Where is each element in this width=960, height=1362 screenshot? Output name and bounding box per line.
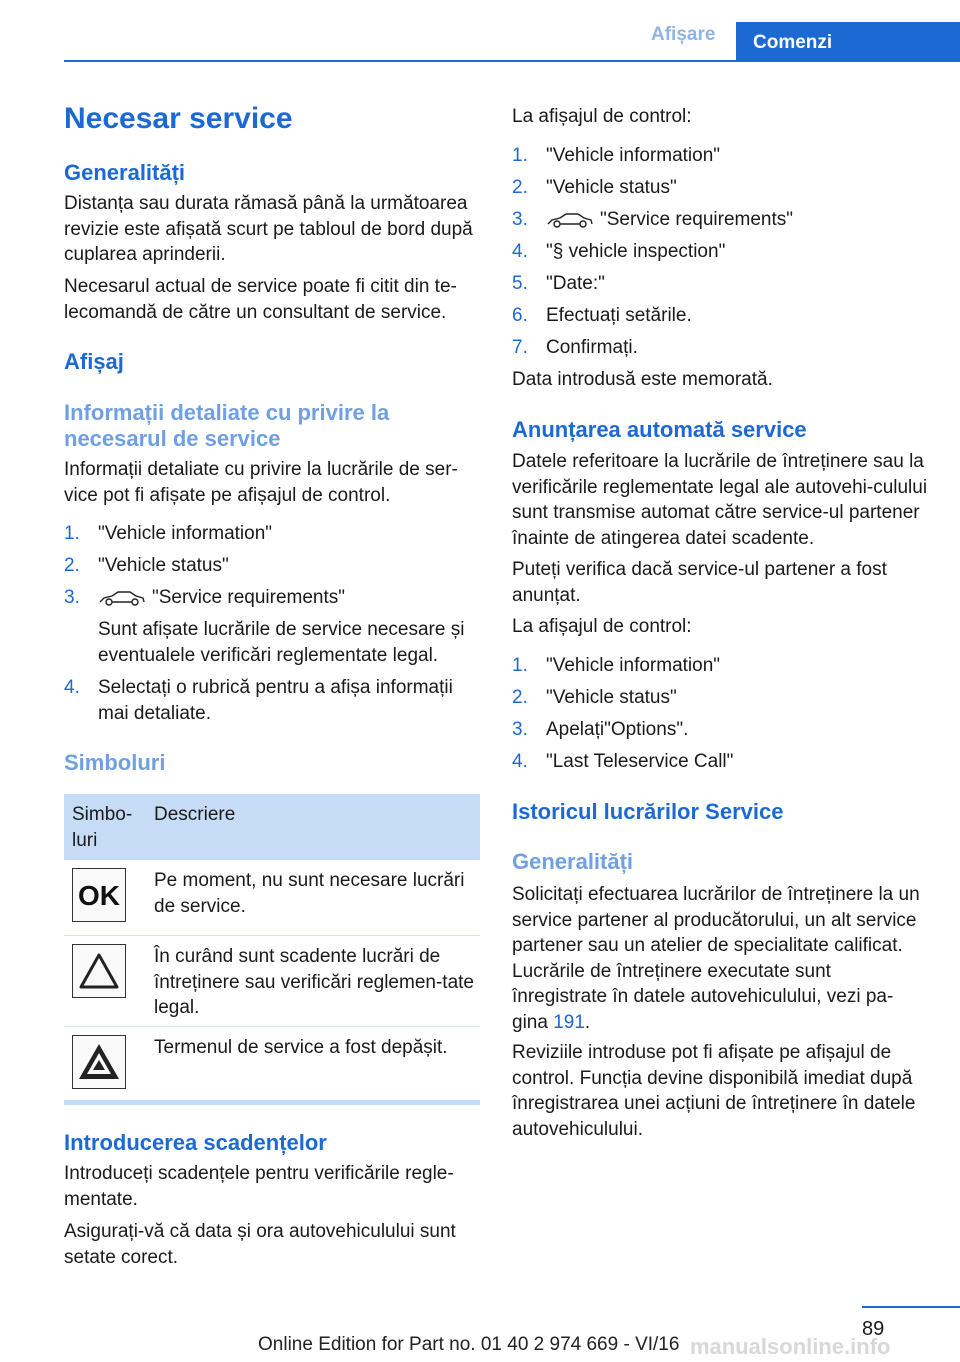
list-number: 4. (512, 241, 528, 262)
detail-paragraph: Informații detaliate cu privire la lucrările de ser-vice pot fi afișate pe afișajul de control. (64, 459, 458, 506)
page-title: Necesar service (64, 102, 293, 135)
auto-service-heading: Anunțarea automată service (512, 417, 807, 442)
auto-paragraph-2: Puteți verifica dacă service-ul partener a fost anunțat. (512, 559, 887, 606)
history-heading: Istoricul lucrărilor Service (512, 799, 784, 824)
list-text: "Vehicle status" (546, 687, 677, 708)
control-display-intro: La afișajul de control: (512, 106, 692, 127)
table-cell-description: Termenul de service a fost depășit. (154, 1037, 448, 1058)
ok-icon (72, 868, 126, 922)
header-tab-afisare[interactable]: Afișare (651, 24, 716, 45)
list-text: "Service requirements" (600, 209, 794, 230)
table-header-symbols: Simbo-luri (72, 804, 133, 851)
list-number: 3. (512, 209, 528, 230)
general-heading: Generalități (64, 160, 186, 185)
history-paragraph-2: Reviziile introduse pot fi afișate pe afișajul de control. Funcția devine disponibilă imediat după înregistrarea unei acțiuni de întreținere în datele autovehiculului. (512, 1042, 916, 1140)
auto-paragraph-1: Datele referitoare la lucrările de întreținere sau la verificările reglementate legal ale autovehi-culului sunt transmise automat către service-ul partener înainte de atingerea datei scadente. (512, 451, 928, 549)
page-number: 89 (862, 1318, 885, 1340)
footer-rule (862, 1306, 960, 1308)
list-text: "Vehicle status" (546, 177, 677, 198)
ok-icon-label: OK (78, 880, 120, 911)
list-text-with-icon (546, 207, 928, 233)
car-icon (546, 212, 594, 228)
history-text: Solicitați efectuarea lucrărilor de întreținere la un service partener al producătorului, un alt service partener sau un atelier de specialitate calificat. Lucrările de întreținere executate sunt înregistrate în datele autovehiculului, vezi pa-gina (512, 884, 920, 1033)
dates-paragraph-1: Introduceți scadențele pentru verificările regle-mentate. (64, 1163, 454, 1210)
list-number: 2. (512, 687, 528, 708)
list-text: "Date:" (546, 273, 605, 294)
dates-paragraph-2: Asigurați-vă că data și ora autovehiculului sunt setate corect. (64, 1221, 456, 1268)
list-text: "§ vehicle inspection" (546, 241, 726, 262)
list-number: 2. (64, 555, 80, 576)
general-paragraph-1: Distanța sau durata rămasă până la următoarea revizie este afișată scurt pe tabloul de bord după cuplarea aprinderii. (64, 193, 473, 265)
afisaj-heading: Afișaj (64, 349, 124, 374)
list-text: Efectuați setările. (546, 305, 692, 326)
table-cell-description: În curând sunt scadente lucrări de întreținere sau verificări reglemen-tate legal. (154, 946, 474, 1018)
list-text: "Vehicle information" (546, 145, 721, 166)
list-number: 1. (512, 145, 528, 166)
page-link-191[interactable]: 191 (553, 1011, 585, 1033)
list-text: Selectați o rubrică pentru a afișa informații mai detaliate. (98, 677, 453, 724)
table-cell-description: Pe moment, nu sunt necesare lucrări de service. (154, 870, 465, 917)
symbols-table-header (64, 794, 480, 860)
table-row (64, 1027, 480, 1099)
watermark: manualsonline.info (690, 1334, 891, 1359)
general-paragraph-2: Necesarul actual de service poate fi citit din te-lecomandă de către un consultant de service. (64, 276, 457, 323)
list-number: 1. (64, 523, 80, 544)
list-number: 2. (512, 177, 528, 198)
list-text: Confirmați. (546, 337, 638, 358)
list-text: Apelați"Options". (546, 719, 689, 740)
list-number: 6. (512, 305, 528, 326)
warning-triangle-filled-icon-shape (73, 1036, 125, 1088)
table-bottom-rule (64, 1100, 480, 1105)
list-number: 1. (512, 655, 528, 676)
history-text-end: . (584, 1011, 591, 1033)
edition-note: Online Edition for Part no. 01 40 2 974 669 - VI/16 (258, 1334, 680, 1355)
list-number: 7. (512, 337, 528, 358)
car-icon (98, 590, 146, 606)
list-number: 3. (512, 719, 528, 740)
list-text: "Vehicle information" (546, 655, 721, 676)
list-text: "Vehicle information" (98, 523, 273, 544)
list-number: 5. (512, 273, 528, 294)
list-text: "Last Teleservice Call" (546, 751, 734, 772)
detail-heading: Informații detaliate cu privire la necesarul de service (64, 400, 390, 451)
table-row (64, 936, 480, 1026)
header-rule (64, 60, 960, 62)
list-text: Sunt afișate lucrările de service necesare și eventualele verificări reglementate legal. (98, 619, 465, 666)
list-number: 4. (64, 677, 80, 698)
table-header-description: Descriere (154, 804, 236, 825)
warning-triangle-icon (72, 944, 126, 998)
warning-triangle-filled-icon (72, 1035, 126, 1089)
history-paragraph-1 (512, 882, 928, 1035)
list-text: "Service requirements" (152, 587, 346, 608)
table-row (64, 860, 480, 935)
list-number: 3. (64, 587, 80, 608)
history-general-heading: Generalități (512, 849, 634, 874)
header-tab-comenzi[interactable]: Comenzi (736, 22, 960, 62)
list-text: "Vehicle status" (98, 555, 229, 576)
list-number: 4. (512, 751, 528, 772)
dates-heading: Introducerea scadențelor (64, 1130, 327, 1155)
warning-triangle-icon-shape (73, 945, 125, 997)
list-text-with-icon (98, 585, 480, 611)
symbols-heading: Simboluri (64, 750, 166, 775)
auto-control-intro: La afișajul de control: (512, 616, 692, 637)
saved-note: Data introdusă este memorată. (512, 369, 773, 390)
